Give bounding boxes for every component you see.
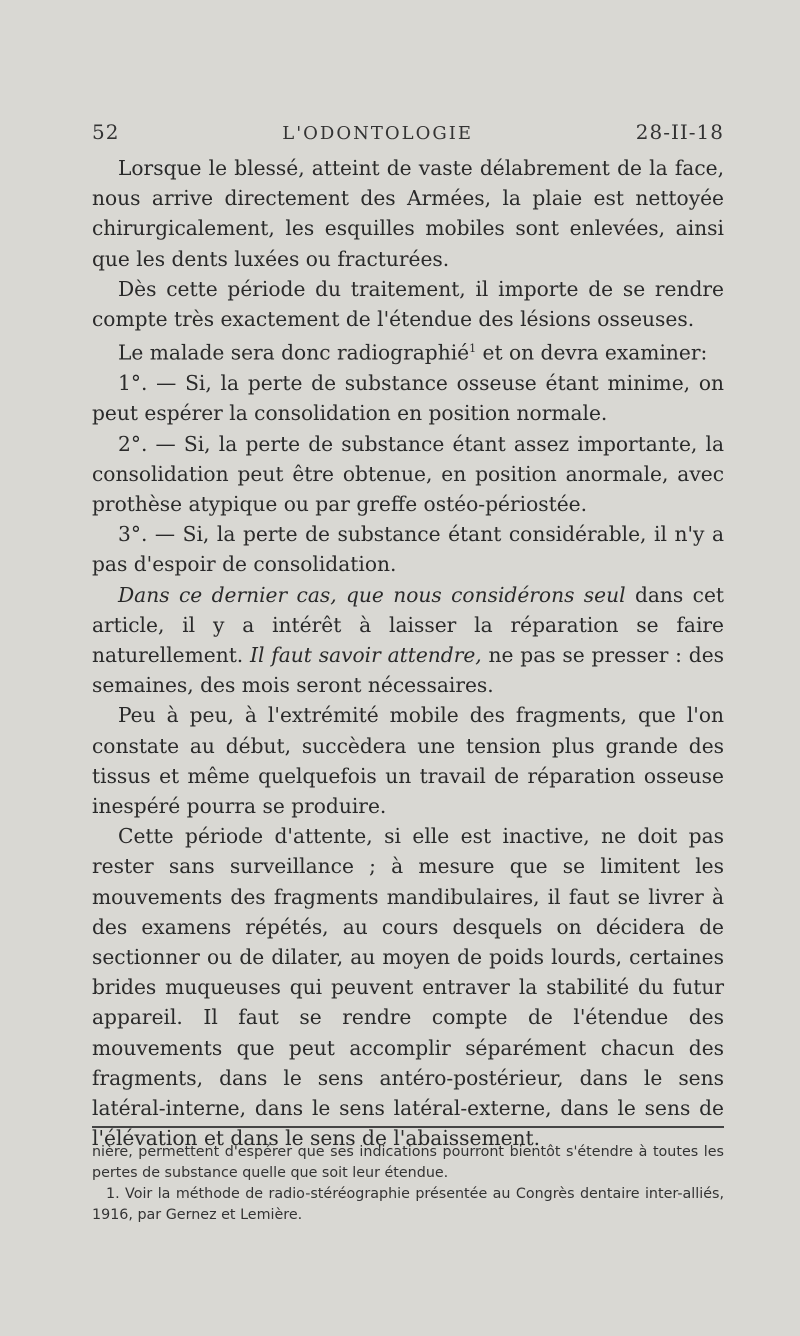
paragraph: 1°. — Si, la perte de substance osseuse étant minime, on peut espérer la consolidation en position normale. [92, 371, 724, 426]
issue-date: 28-II-18 [635, 120, 724, 144]
footnote-rule [92, 1126, 724, 1128]
paragraph-text: ne pas se presser : des semaines, des mois seront nécessaires. [92, 642, 725, 698]
page-number: 52 [92, 120, 120, 144]
paragraph: Lorsque le blessé, atteint de vaste délabrement de la face, nous arrive directement des Armées, la plaie est nettoyée chirurgicalement, les esquilles mobiles sont enlevées, ainsi que les dents luxées ou fracturées. [92, 156, 724, 271]
paragraph: 3°. — Si, la perte de substance étant considérable, il n'y a pas d'espoir de consolidation. [92, 522, 724, 577]
paragraph: Cette période d'attente, si elle est inactive, ne doit pas rester sans surveillance ; à mesure que se limitent les mouvements des fragments mandibulaires, il faut se livrer à des examens répétés, au cours desquels on décidera de sectionner ou de dilater, au moyen de poids lourds, certaines brides muqueuses qui peuvent entraver la stabilité du futur appareil. Il faut se rendre compte de l'étendue des mouvements que peut accomplir séparément chacun des fragments, dans le sens antéro-postérieur, dans le sens latéral-interne, dans le sens latéral-externe, dans le sens de l'élévation et dans le sens de l'abaissement. [92, 824, 724, 1151]
italic-phrase: Il faut savoir attendre, [250, 642, 482, 667]
running-header [92, 120, 724, 144]
paragraph [92, 334, 724, 368]
paragraph [92, 580, 724, 701]
running-title: L'ODONTOLOGIE [282, 123, 473, 144]
italic-phrase: Dans ce dernier cas, que nous considérons seul [118, 582, 626, 607]
footnote-continuation: nière, permettent d'espérer que ses indications pourront bientôt s'étendre à toutes les pertes de substance quelle que soit leur étendue. [92, 1144, 724, 1181]
footnote-marker: 1 [469, 342, 477, 356]
paragraph-text: Le malade sera donc radiographié [118, 340, 470, 365]
paragraph: Dès cette période du traitement, il importe de se rendre compte très exactement de l'étendue des lésions osseuses. [92, 276, 724, 332]
body-text [92, 153, 724, 1153]
paragraph-text: dans cet article, il y a intérêt à laisser la réparation se faire naturellement. [92, 582, 724, 667]
paragraph: Peu à peu, à l'extrémité mobile des fragments, que l'on constate au début, succèdera une tension plus grande des tissus et même quelquefois un travail de réparation osseuse inespéré pourra se produire. [92, 703, 724, 818]
footnote: 1. Voir la méthode de radio-stéréographie présentée au Congrès dentaire inter-alliés, 1916, par Gernez et Lemière. [92, 1186, 724, 1223]
paragraph: 2°. — Si, la perte de substance étant assez importante, la consolidation peut être obtenue, en position anormale, avec prothèse atypique ou par greffe ostéo-périostée. [92, 431, 724, 516]
paragraph-text: et on devra examiner: [476, 340, 708, 365]
footnotes [92, 1142, 724, 1226]
